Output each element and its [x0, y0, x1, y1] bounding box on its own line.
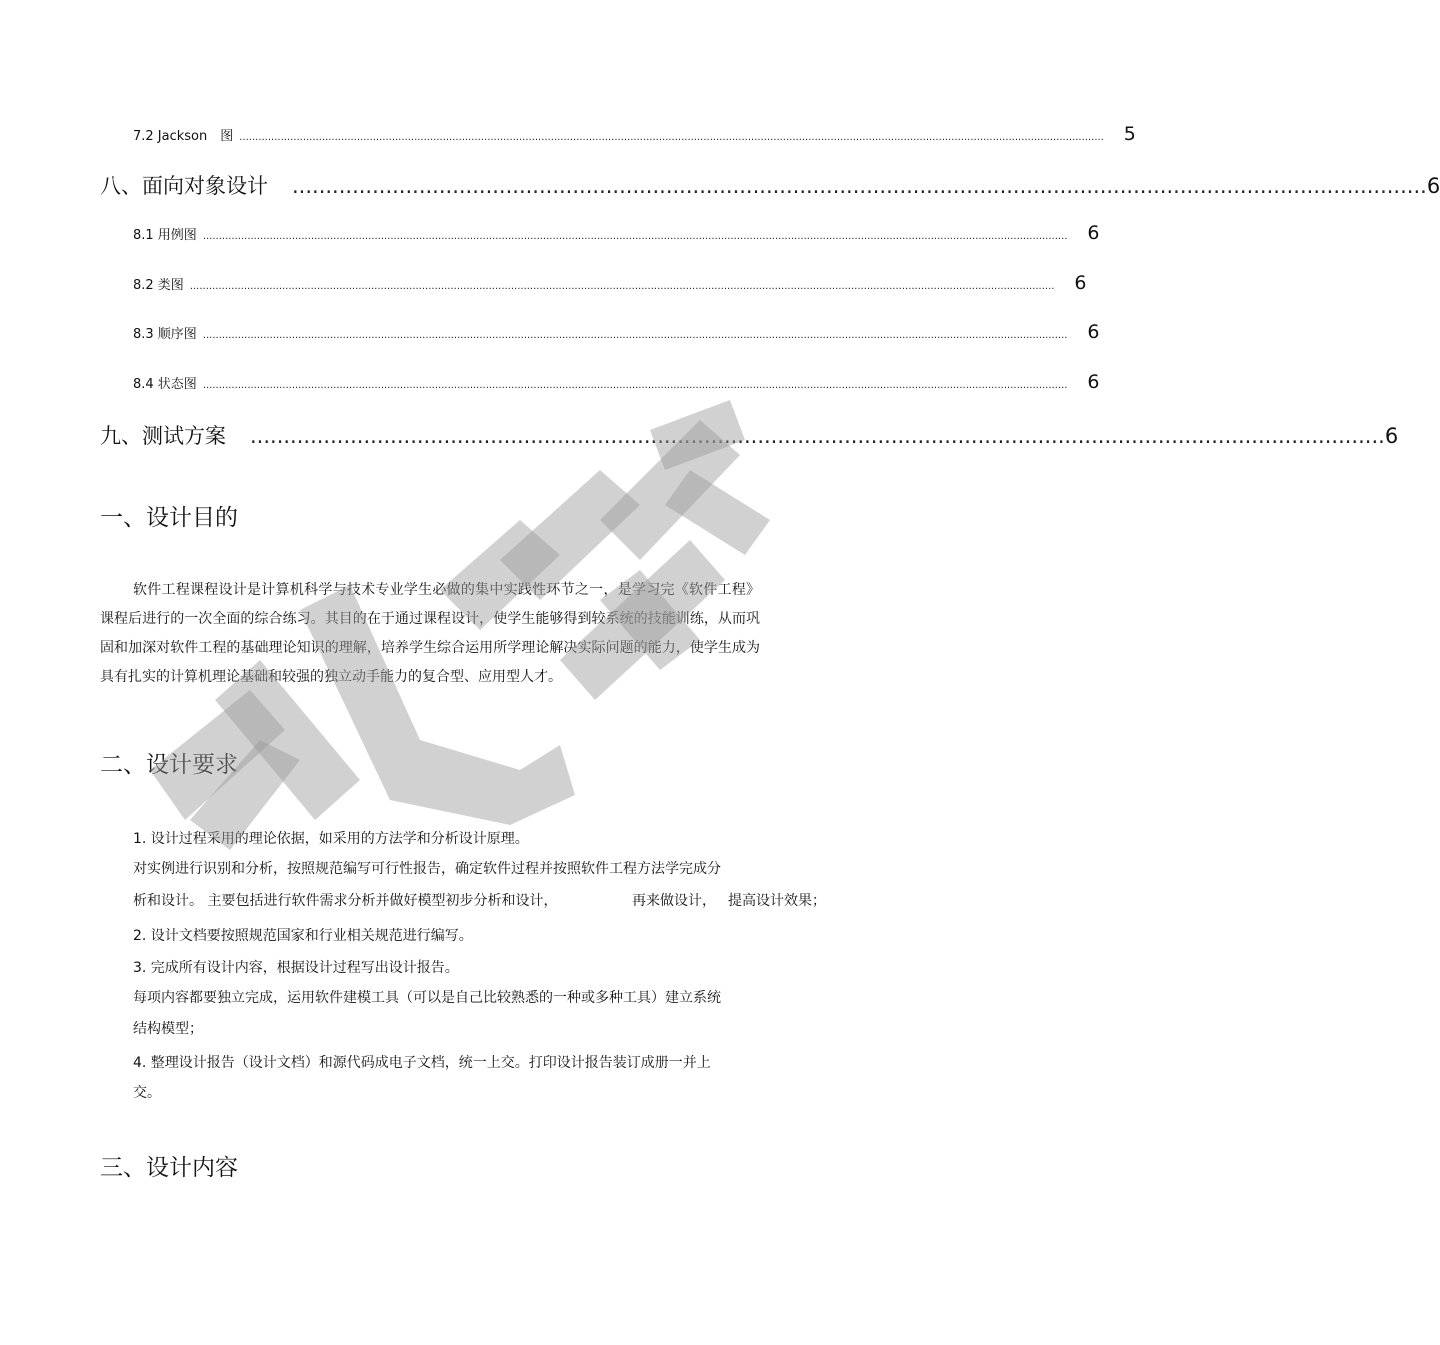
toc-leader-dots: ................................................................................................................................................................................................................................................................................: [202, 380, 1068, 391]
toc-entry-label: 九、测试方案: [100, 424, 226, 448]
requirement-line: 交。: [133, 1085, 161, 1101]
requirement-line: 提高设计效果；: [728, 893, 826, 909]
requirement-line: 2. 设计文档要按照规范国家和行业相关规范进行编写。: [133, 928, 473, 944]
toc-entry-page: 6: [1384, 424, 1399, 448]
toc-leader-dots: ................................................................................................................................................................................................................................................................................: [202, 330, 1068, 341]
toc-entry-page: 6: [1087, 321, 1100, 343]
toc-entry[interactable]: [133, 123, 1136, 145]
toc-entry-label: 8.2 类图: [133, 278, 184, 293]
toc-entry-label: 8.4 状态图: [133, 377, 197, 392]
requirement-line: 析和设计。 主要包括进行软件需求分析并做好模型初步分析和设计，: [133, 893, 558, 909]
requirement-line: 1. 设计过程采用的理论依据，如采用的方法学和分析设计原理。: [133, 831, 529, 847]
toc-entry[interactable]: [100, 170, 1440, 200]
toc-leader-dots: ................................................................................................................................................................................................................................................................................: [239, 132, 1104, 143]
toc-entry[interactable]: [133, 272, 1087, 294]
requirement-line: 对实例进行识别和分析，按照规范编写可行性报告，确定软件过程并按照软件工程方法学完成分: [133, 861, 721, 877]
toc-entry-label: 7.2 Jackson 图: [133, 129, 234, 144]
toc-entry[interactable]: [133, 222, 1100, 244]
section-heading-design-requirements: 二、设计要求: [100, 752, 238, 778]
toc-entry[interactable]: [133, 371, 1100, 393]
toc-entry-label: 八、面向对象设计: [100, 174, 268, 198]
requirement-line: 4. 整理设计报告（设计文档）和源代码成电子文档，统一上交。打印设计报告装订成册一并上: [133, 1055, 711, 1071]
section-heading-design-purpose: 一、设计目的: [100, 505, 238, 531]
requirement-line: 每项内容都要独立完成，运用软件建模工具（可以是自己比较熟悉的一种或多种工具）建立系统: [133, 990, 721, 1006]
requirement-line: 3. 完成所有设计内容，根据设计过程写出设计报告。: [133, 960, 459, 976]
toc-entry-label: 8.1 用例图: [133, 228, 197, 243]
section-heading-design-content: 三、设计内容: [100, 1155, 238, 1181]
toc-entry-page: 5: [1123, 123, 1136, 145]
toc-leader-dots: ................................................................................................................................................................................................................................................................................: [189, 281, 1055, 292]
toc-entry-page: 6: [1087, 371, 1100, 393]
toc-entry-label: 8.3 顺序图: [133, 327, 197, 342]
toc-entry-page: 6: [1426, 174, 1440, 198]
toc-entry-page: 6: [1087, 222, 1100, 244]
toc-entry[interactable]: [100, 420, 1399, 450]
toc-entry-page: 6: [1074, 272, 1087, 294]
toc-leader-dots: ..........................................................................................................................................................................: [250, 424, 1385, 448]
design-purpose-paragraph: 软件工程课程设计是计算机科学与技术专业学生必做的集中实践性环节之一，是学习完《软件工程》课程后进行的一次全面的综合练习。其目的在于通过课程设计，使学生能够得到较系统的技能训练，从而巩固和加深对软件工程的基础理论知识的理解，培养学生综合运用所学理论解决实际问题的能力，使学生成为具有扎实的计算机理论基础和较强的独立动手能力的复合型、应用型人才。: [100, 582, 760, 685]
requirement-line: 再来做设计，: [632, 893, 716, 909]
toc-entry[interactable]: [133, 321, 1100, 343]
toc-leader-dots: ................................................................................................................................................................................................................................................................................: [202, 231, 1068, 242]
requirement-line: 结构模型；: [133, 1021, 203, 1037]
toc-leader-dots: ..........................................................................................................................................................................: [292, 174, 1427, 198]
